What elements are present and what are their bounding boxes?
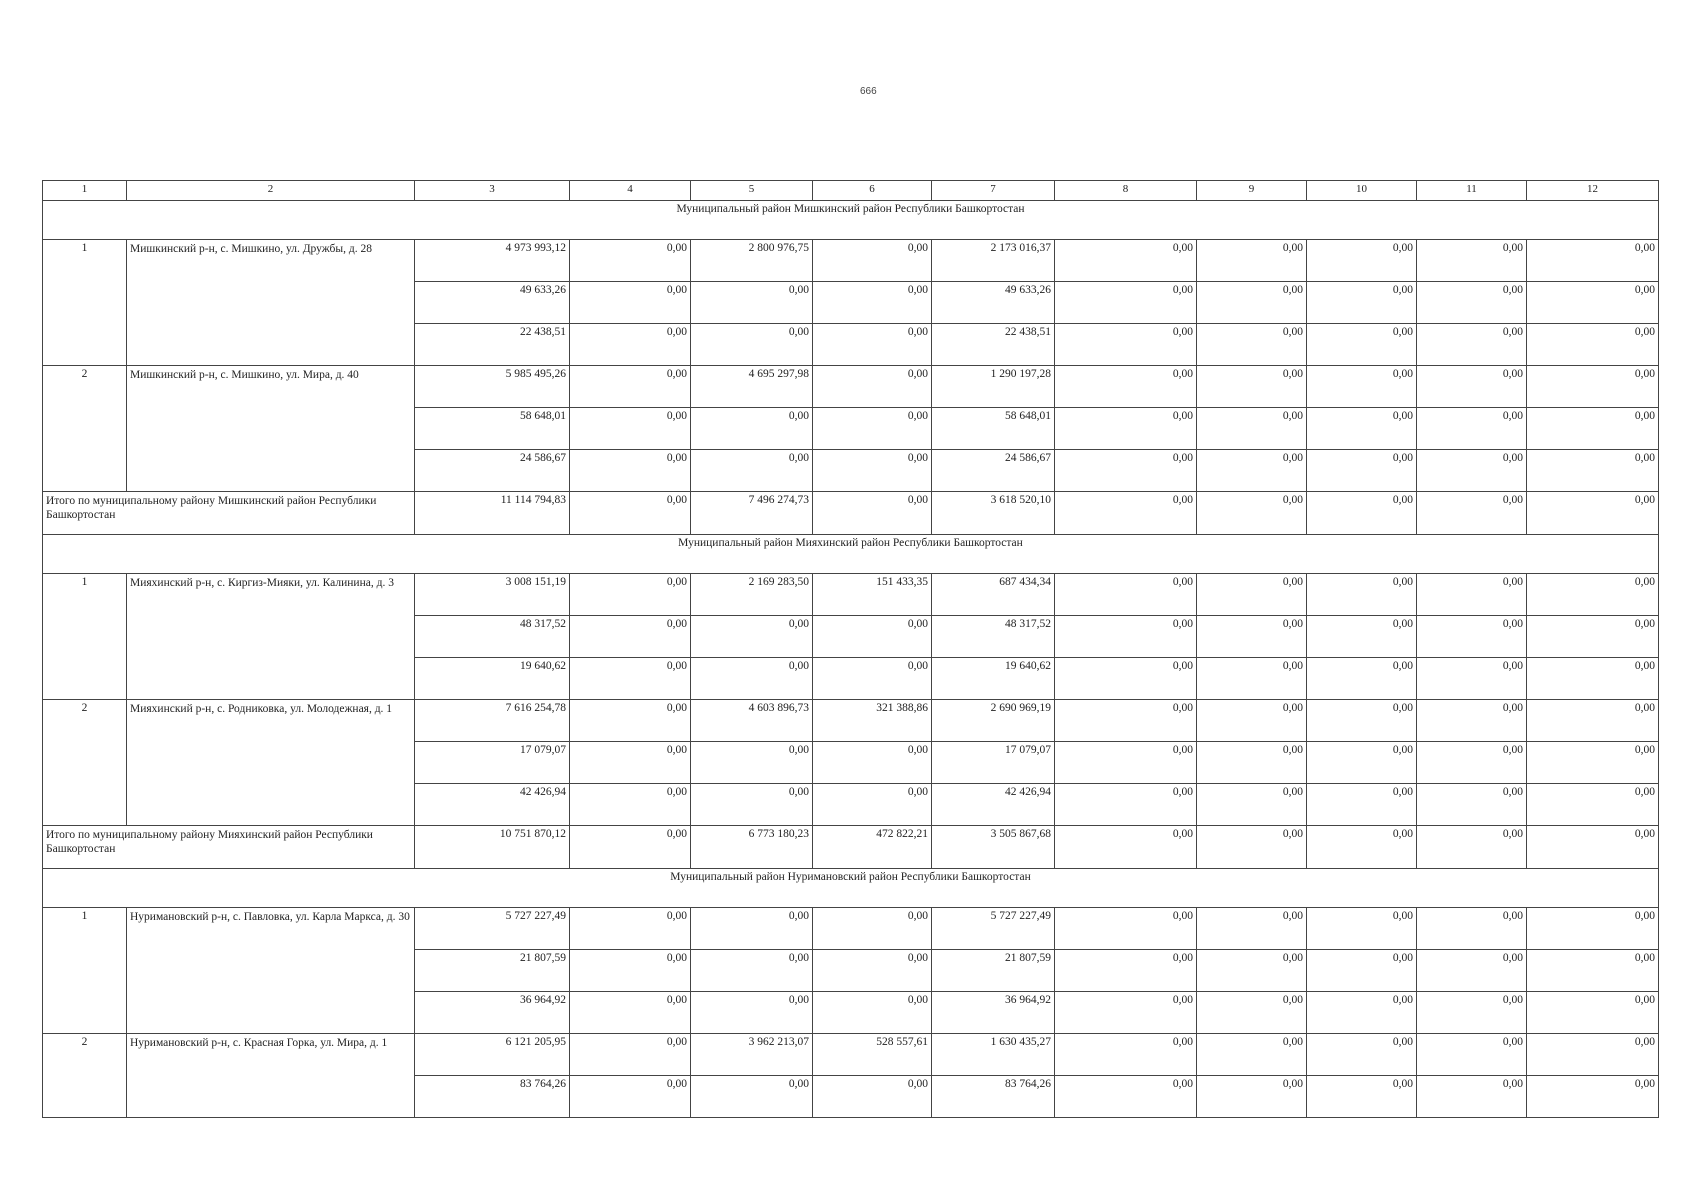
amount-cell: 0,00 — [1307, 950, 1417, 992]
amount-cell: 0,00 — [1055, 1076, 1197, 1118]
total-amount-cell: 3 505 867,68 — [932, 826, 1055, 869]
amount-cell: 0,00 — [570, 950, 691, 992]
amount-cell: 42 426,94 — [415, 784, 570, 826]
amount-cell: 24 586,67 — [415, 450, 570, 492]
amount-cell: 0,00 — [570, 616, 691, 658]
amount-cell: 151 433,35 — [813, 574, 932, 616]
total-label: Итого по муниципальному району Мияхинский район Республики Башкортостан — [43, 826, 415, 869]
total-amount-cell: 0,00 — [1197, 492, 1307, 535]
amount-cell: 0,00 — [570, 700, 691, 742]
amount-cell: 0,00 — [1527, 324, 1659, 366]
amount-cell: 42 426,94 — [932, 784, 1055, 826]
amount-cell: 0,00 — [1527, 700, 1659, 742]
amount-cell: 49 633,26 — [415, 282, 570, 324]
amount-cell: 21 807,59 — [932, 950, 1055, 992]
amount-cell: 0,00 — [1527, 908, 1659, 950]
amount-cell: 0,00 — [1197, 324, 1307, 366]
amount-cell: 687 434,34 — [932, 574, 1055, 616]
amount-cell: 0,00 — [1197, 282, 1307, 324]
amount-cell: 0,00 — [1417, 908, 1527, 950]
amount-cell: 0,00 — [691, 282, 813, 324]
object-address: Нуримановский р-н, с. Красная Горка, ул. Мира, д. 1 — [127, 1034, 415, 1118]
total-amount-cell: 0,00 — [1417, 826, 1527, 869]
amount-cell: 83 764,26 — [415, 1076, 570, 1118]
amount-cell: 0,00 — [1055, 408, 1197, 450]
amount-cell: 0,00 — [570, 658, 691, 700]
amount-cell: 0,00 — [570, 992, 691, 1034]
amount-cell: 0,00 — [1417, 450, 1527, 492]
amount-cell: 0,00 — [1417, 240, 1527, 282]
amount-cell: 0,00 — [1307, 1076, 1417, 1118]
table-row — [43, 908, 1659, 950]
amount-cell: 0,00 — [1417, 408, 1527, 450]
column-number: 9 — [1197, 181, 1307, 201]
amount-cell: 0,00 — [1527, 742, 1659, 784]
amount-cell: 36 964,92 — [415, 992, 570, 1034]
amount-cell: 0,00 — [1527, 366, 1659, 408]
amount-cell: 0,00 — [1197, 574, 1307, 616]
amount-cell: 0,00 — [813, 616, 932, 658]
amount-cell: 0,00 — [1417, 282, 1527, 324]
total-amount-cell: 0,00 — [1197, 826, 1307, 869]
amount-cell: 49 633,26 — [932, 282, 1055, 324]
amount-cell: 0,00 — [1055, 992, 1197, 1034]
amount-cell: 0,00 — [813, 742, 932, 784]
column-number: 12 — [1527, 181, 1659, 201]
amount-cell: 0,00 — [813, 282, 932, 324]
section-total-row — [43, 826, 1659, 869]
amount-cell: 4 603 896,73 — [691, 700, 813, 742]
amount-cell: 0,00 — [1527, 408, 1659, 450]
column-number: 7 — [932, 181, 1055, 201]
amount-cell: 0,00 — [570, 240, 691, 282]
amount-cell: 0,00 — [1307, 992, 1417, 1034]
section-title: Муниципальный район Мияхинский район Республики Башкортостан — [43, 535, 1659, 574]
amount-cell: 0,00 — [1307, 450, 1417, 492]
amount-cell: 0,00 — [813, 240, 932, 282]
column-number: 2 — [127, 181, 415, 201]
amount-cell: 0,00 — [1197, 616, 1307, 658]
object-address: Мишкинский р-н, с. Мишкино, ул. Мира, д. 40 — [127, 366, 415, 492]
amount-cell: 2 173 016,37 — [932, 240, 1055, 282]
total-amount-cell: 0,00 — [1307, 826, 1417, 869]
amount-cell: 0,00 — [813, 992, 932, 1034]
amount-cell: 1 290 197,28 — [932, 366, 1055, 408]
amount-cell: 0,00 — [1417, 1076, 1527, 1118]
object-index: 1 — [43, 574, 127, 700]
amount-cell: 0,00 — [691, 408, 813, 450]
amount-cell: 0,00 — [1307, 658, 1417, 700]
amount-cell: 0,00 — [813, 366, 932, 408]
amount-cell: 0,00 — [1417, 616, 1527, 658]
amount-cell: 0,00 — [570, 282, 691, 324]
amount-cell: 19 640,62 — [415, 658, 570, 700]
object-address: Мияхинский р-н, с. Киргиз-Мияки, ул. Калинина, д. 3 — [127, 574, 415, 700]
amount-cell: 0,00 — [1197, 742, 1307, 784]
amount-cell: 0,00 — [1417, 658, 1527, 700]
amount-cell: 0,00 — [1527, 1034, 1659, 1076]
amount-cell: 0,00 — [1307, 742, 1417, 784]
amount-cell: 0,00 — [1307, 366, 1417, 408]
table-row — [43, 574, 1659, 616]
object-address: Мишкинский р-н, с. Мишкино, ул. Дружбы, д. 28 — [127, 240, 415, 366]
amount-cell: 0,00 — [1527, 992, 1659, 1034]
amount-cell: 0,00 — [1197, 784, 1307, 826]
amount-cell: 0,00 — [1417, 700, 1527, 742]
column-number: 3 — [415, 181, 570, 201]
amount-cell: 0,00 — [1307, 324, 1417, 366]
total-amount-cell: 0,00 — [813, 492, 932, 535]
column-number: 11 — [1417, 181, 1527, 201]
column-number: 6 — [813, 181, 932, 201]
amount-cell: 0,00 — [813, 324, 932, 366]
amount-cell: 0,00 — [1307, 616, 1417, 658]
page-number: 666 — [860, 86, 877, 97]
amount-cell: 0,00 — [570, 908, 691, 950]
amount-cell: 0,00 — [1527, 282, 1659, 324]
amount-cell: 0,00 — [1417, 366, 1527, 408]
amount-cell: 0,00 — [1307, 1034, 1417, 1076]
amount-cell: 0,00 — [1417, 950, 1527, 992]
amount-cell: 0,00 — [1417, 574, 1527, 616]
amount-cell: 0,00 — [1527, 784, 1659, 826]
amount-cell: 0,00 — [1527, 450, 1659, 492]
amount-cell: 0,00 — [570, 784, 691, 826]
total-amount-cell: 7 496 274,73 — [691, 492, 813, 535]
amount-cell: 0,00 — [1307, 700, 1417, 742]
amount-cell: 0,00 — [1307, 408, 1417, 450]
amount-cell: 0,00 — [570, 450, 691, 492]
amount-cell: 0,00 — [1055, 366, 1197, 408]
amount-cell: 1 630 435,27 — [932, 1034, 1055, 1076]
amount-cell: 0,00 — [813, 950, 932, 992]
table-row — [43, 240, 1659, 282]
amount-cell: 58 648,01 — [932, 408, 1055, 450]
section-title-row — [43, 201, 1659, 240]
table-row — [43, 366, 1659, 408]
object-address: Мияхинский р-н, с. Родниковка, ул. Молодежная, д. 1 — [127, 700, 415, 826]
amount-cell: 0,00 — [1417, 1034, 1527, 1076]
amount-cell: 24 586,67 — [932, 450, 1055, 492]
amount-cell: 21 807,59 — [415, 950, 570, 992]
column-number-row — [43, 181, 1659, 201]
amount-cell: 0,00 — [1197, 658, 1307, 700]
total-amount-cell: 11 114 794,83 — [415, 492, 570, 535]
amount-cell: 7 616 254,78 — [415, 700, 570, 742]
section-title: Муниципальный район Мишкинский район Республики Башкортостан — [43, 201, 1659, 240]
amount-cell: 0,00 — [1527, 240, 1659, 282]
column-number: 10 — [1307, 181, 1417, 201]
amount-cell: 6 121 205,95 — [415, 1034, 570, 1076]
amount-cell: 0,00 — [1527, 574, 1659, 616]
amount-cell: 0,00 — [1055, 700, 1197, 742]
amount-cell: 0,00 — [1417, 742, 1527, 784]
amount-cell: 0,00 — [1307, 784, 1417, 826]
amount-cell: 0,00 — [570, 1034, 691, 1076]
amount-cell: 0,00 — [1307, 908, 1417, 950]
section-title: Муниципальный район Нуримановский район Республики Башкортостан — [43, 869, 1659, 908]
amount-cell: 48 317,52 — [415, 616, 570, 658]
amount-cell: 0,00 — [1417, 992, 1527, 1034]
amount-cell: 0,00 — [1527, 616, 1659, 658]
amount-cell: 0,00 — [1055, 1034, 1197, 1076]
column-number: 8 — [1055, 181, 1197, 201]
object-index: 2 — [43, 366, 127, 492]
total-amount-cell: 10 751 870,12 — [415, 826, 570, 869]
amount-cell: 0,00 — [1307, 282, 1417, 324]
amount-cell: 22 438,51 — [415, 324, 570, 366]
column-number: 1 — [43, 181, 127, 201]
total-amount-cell: 3 618 520,10 — [932, 492, 1055, 535]
amount-cell: 22 438,51 — [932, 324, 1055, 366]
amount-cell: 0,00 — [1055, 240, 1197, 282]
amount-cell: 5 727 227,49 — [415, 908, 570, 950]
amount-cell: 0,00 — [813, 784, 932, 826]
amount-cell: 0,00 — [691, 908, 813, 950]
amount-cell: 0,00 — [1055, 616, 1197, 658]
amount-cell: 0,00 — [813, 450, 932, 492]
amount-cell: 17 079,07 — [415, 742, 570, 784]
amount-cell: 0,00 — [1307, 240, 1417, 282]
amount-cell: 0,00 — [1055, 658, 1197, 700]
amount-cell: 5 985 495,26 — [415, 366, 570, 408]
amount-cell: 0,00 — [1197, 1076, 1307, 1118]
amount-cell: 0,00 — [570, 366, 691, 408]
amount-cell: 0,00 — [813, 908, 932, 950]
amount-cell: 2 690 969,19 — [932, 700, 1055, 742]
amount-cell: 0,00 — [1197, 950, 1307, 992]
amount-cell: 0,00 — [1417, 784, 1527, 826]
amount-cell: 2 169 283,50 — [691, 574, 813, 616]
amount-cell: 0,00 — [570, 1076, 691, 1118]
table-row — [43, 1034, 1659, 1076]
amount-cell: 0,00 — [1197, 908, 1307, 950]
amount-cell: 0,00 — [1055, 574, 1197, 616]
object-address: Нуримановский р-н, с. Павловка, ул. Карла Маркса, д. 30 — [127, 908, 415, 1034]
total-amount-cell: 0,00 — [570, 492, 691, 535]
amount-cell: 0,00 — [1055, 324, 1197, 366]
amount-cell: 0,00 — [1055, 742, 1197, 784]
amount-cell: 4 695 297,98 — [691, 366, 813, 408]
amount-cell: 0,00 — [691, 992, 813, 1034]
column-number: 5 — [691, 181, 813, 201]
amount-cell: 0,00 — [1197, 992, 1307, 1034]
total-amount-cell: 0,00 — [1055, 826, 1197, 869]
amount-cell: 528 557,61 — [813, 1034, 932, 1076]
total-amount-cell: 0,00 — [1527, 826, 1659, 869]
amount-cell: 0,00 — [691, 1076, 813, 1118]
amount-cell: 0,00 — [813, 408, 932, 450]
amount-cell: 5 727 227,49 — [932, 908, 1055, 950]
amount-cell: 0,00 — [691, 616, 813, 658]
amount-cell: 0,00 — [1055, 950, 1197, 992]
amount-cell: 0,00 — [691, 784, 813, 826]
section-total-row — [43, 492, 1659, 535]
total-amount-cell: 0,00 — [1055, 492, 1197, 535]
object-index: 2 — [43, 700, 127, 826]
amount-cell: 0,00 — [1055, 908, 1197, 950]
total-amount-cell: 472 822,21 — [813, 826, 932, 869]
amount-cell: 58 648,01 — [415, 408, 570, 450]
amount-cell: 17 079,07 — [932, 742, 1055, 784]
amount-cell: 321 388,86 — [813, 700, 932, 742]
amount-cell: 0,00 — [1527, 950, 1659, 992]
object-index: 1 — [43, 240, 127, 366]
amount-cell: 0,00 — [1527, 658, 1659, 700]
amount-cell: 0,00 — [691, 658, 813, 700]
amount-cell: 48 317,52 — [932, 616, 1055, 658]
amount-cell: 0,00 — [813, 1076, 932, 1118]
amount-cell: 0,00 — [1527, 1076, 1659, 1118]
amount-cell: 0,00 — [570, 408, 691, 450]
amount-cell: 0,00 — [1197, 240, 1307, 282]
amount-cell: 0,00 — [570, 324, 691, 366]
total-amount-cell: 6 773 180,23 — [691, 826, 813, 869]
amount-cell: 0,00 — [570, 574, 691, 616]
amount-cell: 0,00 — [691, 742, 813, 784]
amount-cell: 0,00 — [691, 450, 813, 492]
amount-cell: 0,00 — [1307, 574, 1417, 616]
column-number: 4 — [570, 181, 691, 201]
total-amount-cell: 0,00 — [1417, 492, 1527, 535]
amount-cell: 0,00 — [1417, 324, 1527, 366]
amount-cell: 83 764,26 — [932, 1076, 1055, 1118]
amount-cell: 0,00 — [1197, 450, 1307, 492]
total-label: Итого по муниципальному району Мишкинский район Республики Башкортостан — [43, 492, 415, 535]
amount-cell: 0,00 — [570, 742, 691, 784]
amount-cell: 3 008 151,19 — [415, 574, 570, 616]
amount-cell: 2 800 976,75 — [691, 240, 813, 282]
amount-cell: 0,00 — [1197, 408, 1307, 450]
amount-cell: 0,00 — [1055, 450, 1197, 492]
amount-cell: 0,00 — [1197, 700, 1307, 742]
amount-cell: 0,00 — [1197, 366, 1307, 408]
amount-cell: 0,00 — [1197, 1034, 1307, 1076]
amount-cell: 4 973 993,12 — [415, 240, 570, 282]
register-table — [42, 180, 1659, 1118]
amount-cell: 0,00 — [691, 950, 813, 992]
table-row — [43, 700, 1659, 742]
total-amount-cell: 0,00 — [570, 826, 691, 869]
amount-cell: 0,00 — [691, 324, 813, 366]
section-title-row — [43, 535, 1659, 574]
amount-cell: 36 964,92 — [932, 992, 1055, 1034]
section-title-row — [43, 869, 1659, 908]
amount-cell: 0,00 — [813, 658, 932, 700]
amount-cell: 19 640,62 — [932, 658, 1055, 700]
total-amount-cell: 0,00 — [1527, 492, 1659, 535]
amount-cell: 0,00 — [1055, 784, 1197, 826]
amount-cell: 3 962 213,07 — [691, 1034, 813, 1076]
total-amount-cell: 0,00 — [1307, 492, 1417, 535]
object-index: 2 — [43, 1034, 127, 1118]
object-index: 1 — [43, 908, 127, 1034]
amount-cell: 0,00 — [1055, 282, 1197, 324]
